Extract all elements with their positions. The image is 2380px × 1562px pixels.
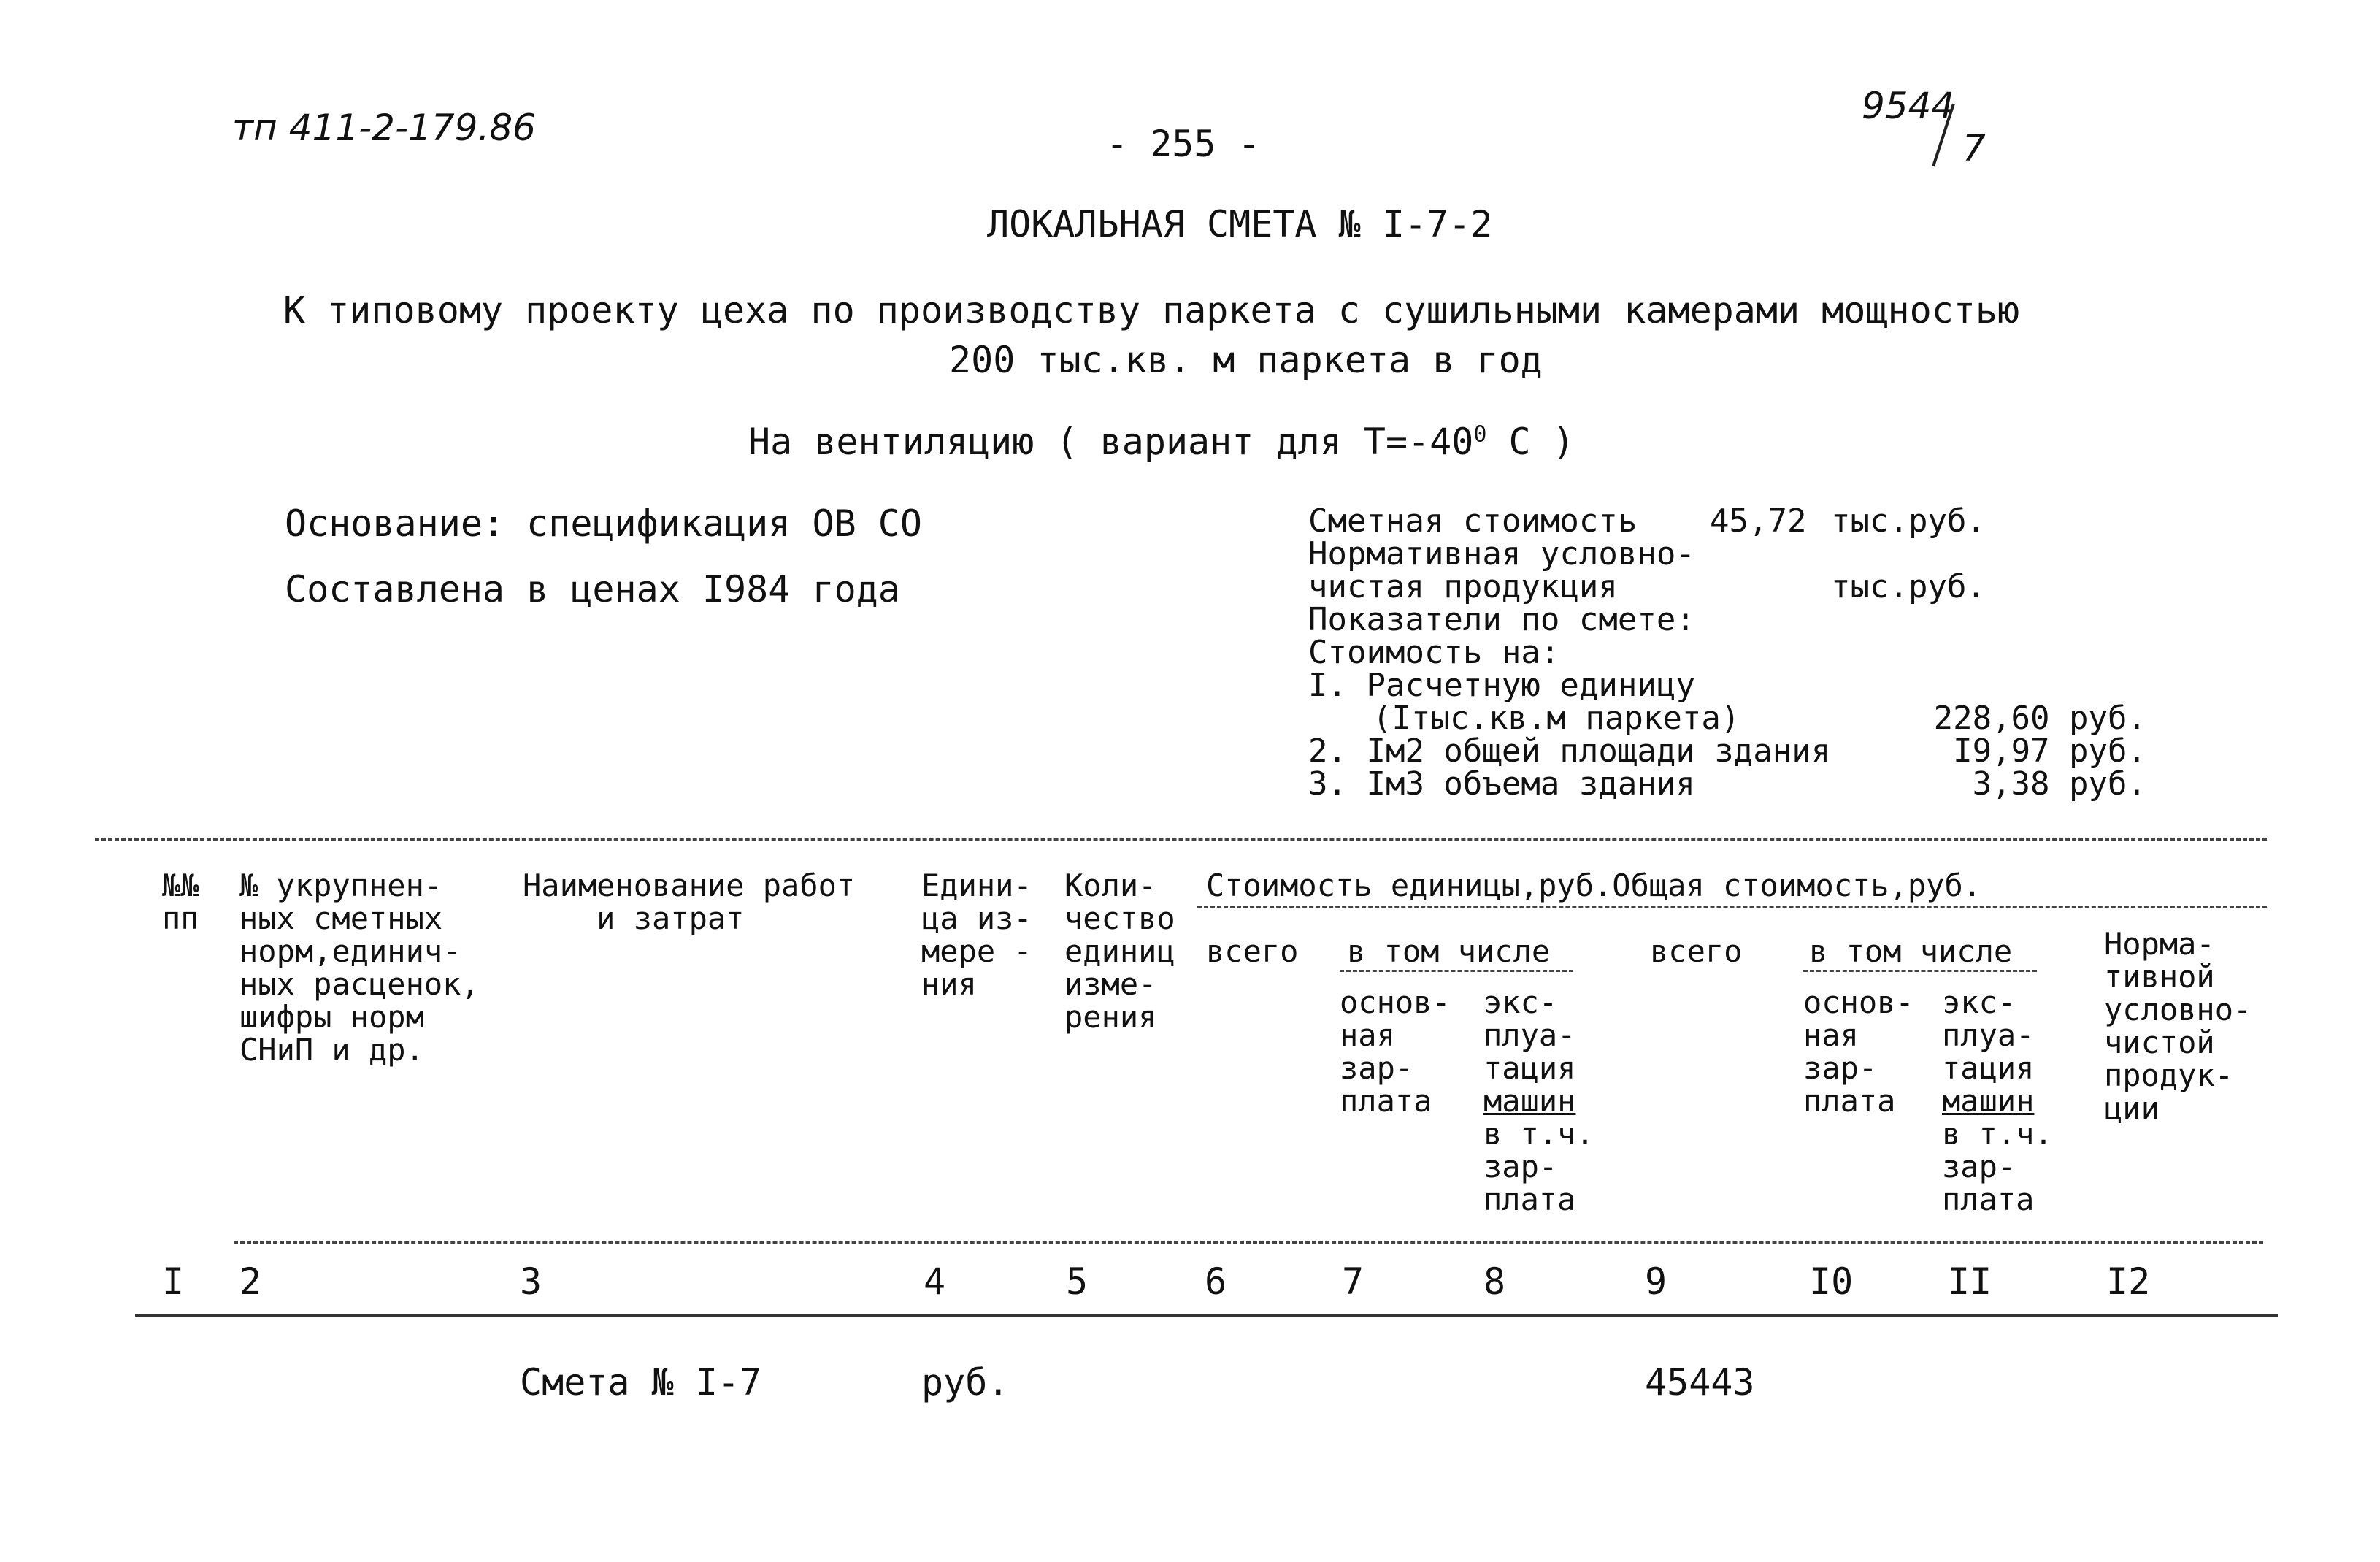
section-title-suffix: С ) xyxy=(1486,421,1575,463)
estimated-cost-label: Сметная стоимость xyxy=(1308,502,1638,540)
indicators-label: Показатели по смете: xyxy=(1308,601,1695,638)
incl-rule-left xyxy=(1340,970,1573,972)
page-title: ЛОКАЛЬНАЯ СМЕТА № I-7-2 xyxy=(987,203,1493,245)
col-header-total: всего xyxy=(1650,933,1743,969)
item1-value: 228,60 руб. xyxy=(1933,700,2146,737)
col-header-normative: Норма- тивной условно- чистой продук- ции xyxy=(2104,926,2252,1126)
col-header-total-machines-bot: в т.ч. зар- плата xyxy=(1942,1116,2053,1217)
incl-rule-right xyxy=(1803,970,2037,972)
estimated-cost-unit: тыс.руб. xyxy=(1831,502,1986,540)
col-number-3: 3 xyxy=(520,1260,542,1303)
column-numbers-rule xyxy=(135,1314,2278,1317)
item1-label: I. Расчетную единицу xyxy=(1308,667,1695,704)
item2-value: I9,97 руб. xyxy=(1953,732,2146,770)
sheet-sub-number: 7 xyxy=(1962,127,1986,169)
col-number-11: II xyxy=(1948,1260,1992,1303)
section-title-text: На вентиляцию ( вариант для Т=-40 xyxy=(748,421,1474,463)
section-title xyxy=(748,421,1575,463)
col-number-7: 7 xyxy=(1342,1260,1364,1303)
table-top-rule xyxy=(95,838,2267,841)
col-header-total-machines-mid: машин xyxy=(1942,1083,2035,1119)
normative-label-2: чистая продукция xyxy=(1308,568,1618,605)
sheet-number: 9544 xyxy=(1862,85,1955,127)
col-header-cost-group: Стоимость единицы,руб.Общая стоимость,руб. xyxy=(1206,868,1982,903)
col-number-5: 5 xyxy=(1066,1260,1089,1303)
col-number-9: 9 xyxy=(1645,1260,1667,1303)
page-number: - 255 - xyxy=(1106,123,1260,165)
col-number-8: 8 xyxy=(1483,1260,1506,1303)
item3-label: 3. Iм3 объема здания xyxy=(1308,765,1695,803)
col-header-work-name: Наименование работ и затрат xyxy=(523,868,856,936)
col-header-unit-machines-mid: машин xyxy=(1483,1083,1576,1119)
col-header-total-salary: основ- ная зар- плата xyxy=(1803,984,1914,1119)
item1-label-unit: (Iтыс.кв.м паркета) xyxy=(1373,700,1740,737)
row-unit: руб. xyxy=(921,1361,1010,1404)
col-number-12: I2 xyxy=(2106,1260,2151,1303)
col-header-unit-incl: в том числе xyxy=(1347,933,1551,969)
cost-on-label: Стоимость на: xyxy=(1308,634,1560,671)
col-number-6: 6 xyxy=(1205,1260,1227,1303)
normative-unit: тыс.руб. xyxy=(1831,568,1986,605)
col-header-unit-total: всего xyxy=(1206,933,1299,969)
header-bottom-rule xyxy=(234,1241,2263,1244)
basis-line: Основание: спецификация ОВ СО xyxy=(285,502,922,545)
degree-mark: 0 xyxy=(1473,421,1487,448)
col-header-unit: Едини- ца из- мере - ния xyxy=(921,868,1032,1002)
col-header-total-machines-top: экс- плуа- тация xyxy=(1942,984,2035,1086)
cost-group-rule xyxy=(1197,906,2267,908)
col-header-unit-salary: основ- ная зар- плата xyxy=(1340,984,1451,1119)
col-header-row-number: №№ пп xyxy=(162,868,199,936)
prices-year-line: Составлена в ценах I984 года xyxy=(285,568,900,610)
col-number-1: I xyxy=(162,1260,185,1303)
col-header-total-incl: в том числе xyxy=(1809,933,2013,969)
estimated-cost-value: 45,72 xyxy=(1710,502,1807,540)
col-header-unit-machines-top: экс- плуа- тация xyxy=(1483,984,1576,1086)
doc-code: тп 411-2-179.86 xyxy=(232,107,536,149)
col-header-quantity: Коли- чество единиц изме- рения xyxy=(1064,868,1175,1035)
row-name: Смета № I-7 xyxy=(520,1361,762,1404)
col-number-2: 2 xyxy=(239,1260,262,1303)
item3-value: 3,38 руб. xyxy=(1972,765,2146,803)
subtitle-line-1: К типовому проекту цеха по производству паркета с сушильными камерами мощностью xyxy=(283,289,2020,332)
col-number-4: 4 xyxy=(924,1260,946,1303)
col-number-10: I0 xyxy=(1809,1260,1854,1303)
item2-label: 2. Iм2 общей площади здания xyxy=(1308,732,1831,770)
col-header-norm-code: № укрупнен- ных сметных норм,единич- ных расценок, шифры норм СНиП и др. xyxy=(239,868,480,1068)
col-header-unit-machines-bot: в т.ч. зар- плата xyxy=(1483,1116,1594,1217)
subtitle-line-2: 200 тыс.кв. м паркета в год xyxy=(949,339,1543,381)
normative-label-1: Нормативная условно- xyxy=(1308,535,1695,573)
row-total: 45443 xyxy=(1645,1361,1755,1404)
